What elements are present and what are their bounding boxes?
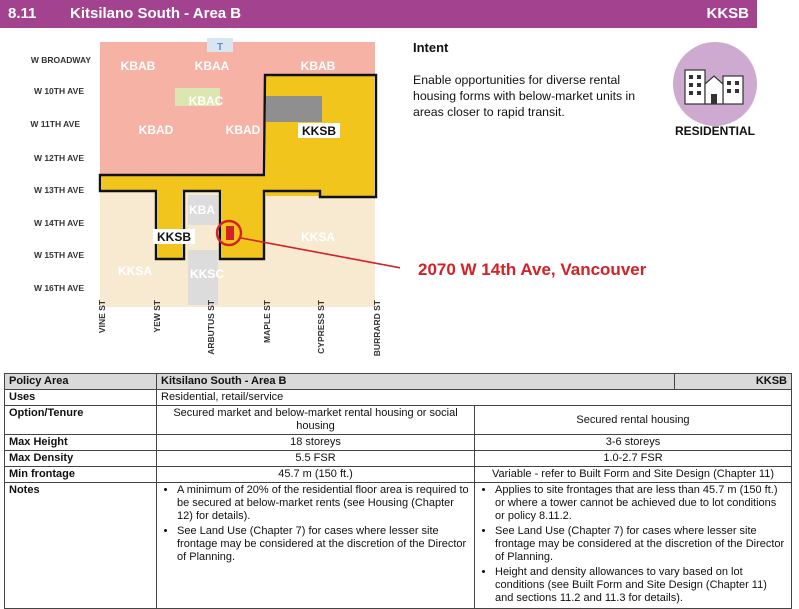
option-a: Secured market and below-market rental housing or social housing [157, 406, 475, 435]
section-number: 8.11 [8, 5, 37, 22]
transit-marker: T [216, 42, 224, 53]
zone-kksc: KKSC [189, 267, 225, 281]
section-title: Kitsilano South - Area B [70, 5, 242, 22]
frontage-a: 45.7 m (150 ft.) [157, 467, 475, 483]
list-item: • See Land Use (Chapter 7) for cases where lesser site frontage may be considered at the discretion of the Director of Planning. [177, 525, 470, 564]
residential-buildings-icon [673, 42, 757, 126]
table-row [5, 451, 792, 467]
height-label: Max Height [5, 435, 157, 451]
table-row [5, 467, 792, 483]
table-row [5, 406, 792, 435]
notes-a [157, 483, 475, 609]
table-header-row [5, 374, 792, 390]
street-w-14th: W 14TH AVE [33, 218, 84, 228]
street-maple: MAPLE ST [262, 300, 272, 343]
street-burrard: BURRARD ST [372, 300, 382, 357]
street-yew: YEW ST [152, 300, 162, 333]
street-w-11th: W 11TH AVE [30, 119, 80, 129]
street-vine: VINE ST [97, 300, 107, 334]
zone-kksb-main: KKSB [301, 124, 337, 138]
list-item: • Applies to site frontages that are less than 45.7 m (150 ft.) or where a tower cannot be achieved due to lot conditions or policy 8.11.2. [495, 484, 787, 523]
list-item: • A minimum of 20% of the residential floor area is required to be secured at below-market rents (see Housing (Chapter 12) for details). [177, 484, 470, 523]
zone-kksb-lower: KKSB [156, 230, 192, 244]
zone-kksa-left: KKSA [117, 264, 153, 278]
street-w-13th: W 13TH AVE [33, 185, 84, 195]
density-label: Max Density [5, 451, 157, 467]
intent-text: Enable opportunities for diverse rental housing forms with below-market units in areas closer to rapid transit. [413, 73, 636, 119]
height-b: 3-6 storeys [475, 435, 792, 451]
notes-b [475, 483, 792, 609]
zone-kbaa: KBAA [194, 59, 230, 73]
zone-kbab-left: KBAB [120, 59, 156, 73]
street-w-16th: W 16TH AVE [33, 283, 84, 293]
street-cypress: CYPRESS ST [316, 300, 326, 354]
intent-title: Intent [413, 40, 449, 55]
frontage-label: Min frontage [5, 467, 157, 483]
address-callout: 2070 W 14th Ave, Vancouver [418, 260, 647, 279]
header-code: KKSB [675, 374, 792, 390]
uses-label: Uses [5, 390, 157, 406]
street-arbutus: ARBUTUS ST [206, 300, 216, 355]
site-marker [226, 226, 234, 240]
area-map [0, 30, 400, 370]
policy-table [4, 373, 792, 609]
street-w-broadway: W BROADWAY [30, 55, 91, 65]
density-a: 5.5 FSR [157, 451, 475, 467]
height-a: 18 storeys [157, 435, 475, 451]
zone-kbad-left: KBAD [138, 123, 174, 137]
option-b: Secured rental housing [475, 406, 792, 435]
street-w-15th: W 15TH AVE [33, 250, 84, 260]
residential-badge [673, 42, 757, 126]
table-row [5, 390, 792, 406]
option-label: Option/Tenure [5, 406, 157, 435]
street-w-12th: W 12TH AVE [33, 153, 84, 163]
header-area-name: Kitsilano South - Area B [157, 374, 675, 390]
table-row [5, 483, 792, 609]
street-w-10th: W 10TH AVE [33, 86, 84, 96]
list-item: • See Land Use (Chapter 7) for cases where lesser site frontage may be considered at the discretion of the Director of Planning. [495, 525, 787, 564]
header-policy-area: Policy Area [5, 374, 157, 390]
existing-building [266, 96, 322, 122]
section-code: KKSB [706, 5, 749, 22]
zone-kba-small: KBA [189, 203, 215, 217]
zone-kbac: KBAC [188, 94, 224, 108]
uses-value: Residential, retail/service [157, 390, 792, 406]
zone-kbad-right: KBAD [225, 123, 261, 137]
frontage-b: Variable - refer to Built Form and Site Design (Chapter 11) [475, 467, 792, 483]
notes-label: Notes [5, 483, 157, 609]
zone-kbab-right: KBAB [300, 59, 336, 73]
residential-label: RESIDENTIAL [674, 124, 755, 138]
zone-kksa-right: KKSA [300, 230, 336, 244]
section-header [0, 0, 757, 28]
list-item: • Height and density allowances to vary based on lot conditions (see Built Form and Site Design (Chapter 11) and sections 11.2 and 11.3 for details). [495, 566, 787, 605]
density-b: 1.0-2.7 FSR [475, 451, 792, 467]
table-row [5, 435, 792, 451]
